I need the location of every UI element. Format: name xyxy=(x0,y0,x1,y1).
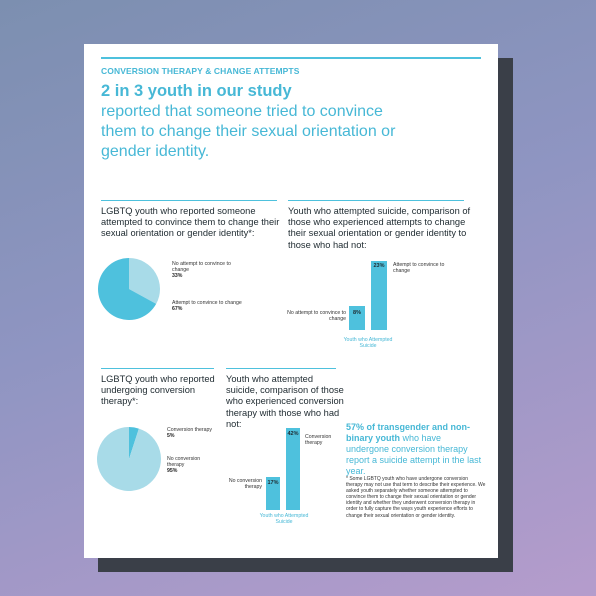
panel1-legend-attempt xyxy=(172,300,242,312)
panel4-bar1-label: No conversion therapy xyxy=(228,478,262,491)
panel4-question: Youth who attempted suicide, comparison of those who experienced conversion therapy with those who had not: xyxy=(226,374,344,429)
panel4-bar2-value: 42% xyxy=(287,431,299,438)
panel2-bar-no-attempt xyxy=(349,306,365,330)
callout-rest: who have undergone conversion therapy report a suicide attempt in the last year. xyxy=(346,433,482,476)
panel2-axis-caption: Youth who Attempted Suicide xyxy=(343,337,393,350)
panel3-conversion-label: Conversion therapy xyxy=(167,427,212,433)
panel2-bar-attempt xyxy=(371,261,387,330)
panel4-rule xyxy=(226,368,336,369)
footnote: * Some LGBTQ youth who have undergone conversion therapy may not use that term to describe their experience. We asked youth separately whether someone attempted to convince them to change their sexual orientation or gender identity and whether they underwent conversion therapy in order to fully capture the ways youth experience efforts to change their sexual orientation or gender identity. xyxy=(346,476,486,519)
panel2-bar2-label: Attempt to convince to change xyxy=(393,262,445,275)
panel3-no-conversion-value: 95% xyxy=(167,468,178,475)
callout-bold: 57% of transgender and non-binary youth xyxy=(346,422,471,443)
panel1-legend-no-attempt xyxy=(172,261,242,280)
panel1-no-attempt-label: No attempt to convince to change xyxy=(172,261,231,274)
panel1-question: LGBTQ youth who reported someone attempted to convince them to change their sexual orientation or gender identity*: xyxy=(101,206,280,239)
panel1-no-attempt-value: 33% xyxy=(172,273,183,280)
panel4-axis-caption: Youth who Attempted Suicide xyxy=(259,513,309,526)
panel2-bar1-value: 8% xyxy=(353,310,361,316)
panel1-attempt-label: Attempt to convince to change xyxy=(172,300,242,306)
panel4-bar2-label: Conversion therapy xyxy=(305,434,332,447)
panel3-question: LGBTQ youth who reported undergoing conversion therapy*: xyxy=(101,374,215,407)
panel2-bar2-value: 23% xyxy=(373,263,385,269)
panel3-rule xyxy=(101,368,214,369)
panel2-question: Youth who attempted suicide, comparison of those who experienced attempts to change their sexual orientation or gender identity to those who had not: xyxy=(288,206,471,250)
panel3-legend-no-conversion xyxy=(167,456,212,475)
panel3-legend-conversion xyxy=(167,427,212,439)
top-rule xyxy=(101,57,481,59)
panel4-bar1-value: 17% xyxy=(267,479,279,486)
panel4-bar-conversion xyxy=(286,428,300,510)
panel1-pie-chart xyxy=(98,258,160,320)
panel1-rule xyxy=(101,200,277,201)
panel2-bar1-label: No attempt to convince to change xyxy=(287,310,346,323)
panel3-pie-chart xyxy=(97,427,161,491)
section-label: CONVERSION THERAPY & CHANGE ATTEMPTS xyxy=(101,66,300,76)
panel3-no-conversion-label: No conversion therapy xyxy=(167,456,201,469)
callout-text xyxy=(346,422,486,477)
pie3-slice-no-conversion xyxy=(97,427,161,491)
subhead: reported that someone tried to convince them to change their sexual orientation or gender identity. xyxy=(101,103,396,160)
headline: 2 in 3 youth in our study xyxy=(101,82,292,100)
panel4-bar-no-conversion xyxy=(266,477,280,510)
panel3-conversion-value: 5% xyxy=(167,433,175,440)
infographic-page xyxy=(84,44,498,558)
panel2-rule xyxy=(288,200,464,201)
panel1-attempt-value: 67% xyxy=(172,306,183,313)
